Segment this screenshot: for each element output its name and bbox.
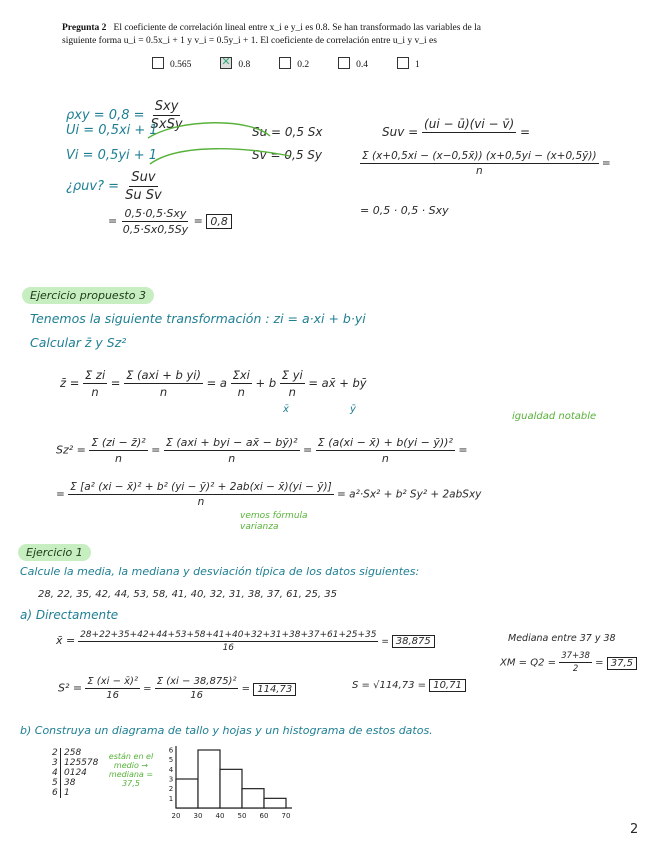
stem-row [52, 778, 98, 788]
exercise3-line-1: Tenemos la siguiente transformación : zi = a·xi + b·yi [30, 311, 366, 326]
stem-value: 3 [52, 758, 61, 768]
option-label: 0.8 [238, 60, 251, 70]
stem-leaf-note: están en el medio → mediana = 37,5 [108, 752, 154, 788]
stem-leaf-diagram [52, 748, 98, 798]
question-text-1: El coeficiente de correlación lineal entre x_i e y_i es 0.8. Se han transformado las variables de la [113, 23, 481, 33]
leaf-values: 125578 [64, 758, 99, 768]
rho-xy: ρxy = 0,8 = [66, 108, 145, 123]
mean-result: 38,875 [392, 635, 435, 648]
solution-line-3: Vi = 0,5yi + 1 [66, 148, 158, 163]
option-checkbox[interactable] [397, 57, 409, 69]
connector-arcs [120, 108, 323, 188]
stem-value: 5 [52, 778, 61, 788]
option-2[interactable] [279, 57, 309, 70]
suv-result: = 0,5 · 0,5 · Sxy [360, 204, 449, 217]
stem-row [52, 758, 98, 768]
x-tick-label: 20 [171, 812, 181, 820]
question-title: Pregunta 2 [62, 23, 107, 33]
median-result: 37,5 [607, 657, 637, 670]
y-tick-label: 2 [168, 785, 174, 794]
exercise1-mean: x̄ = $\frac{28+22+35+42+44+53+58+41+40+32+31+38+37+61+25+35}{16}$ = 38,875 [56, 630, 435, 653]
exercise3-variance-derivation: Sz² = $\frac{\text{Σ (zi − z̄)²}}{n}$ = $\frac{\text{Σ (axi + byi − ax̄ − bȳ)²}}{n}$ = $\frac{\text{Σ (a(xi − x̄) + b(yi − ȳ))²}}{n}$ = [56, 436, 468, 465]
option-4[interactable] [397, 57, 420, 70]
exercise1-part-a: a) Directamente [20, 608, 119, 622]
stem-value: 4 [52, 768, 61, 778]
option-checkbox[interactable] [220, 57, 232, 69]
exercise1-variance: S² = $\frac{\text{Σ (xi − x̄)²}}{16}$ = $\frac{\text{Σ (xi − 38,875)²}}{16}$ = 114,73 [58, 676, 296, 701]
histogram-bar [176, 779, 198, 808]
exercise1-heading: Ejercicio 1 [18, 541, 91, 560]
median-note: Mediana entre 37 y 38 [508, 633, 616, 644]
stem-value: 2 [52, 748, 61, 758]
variance-result: 114,73 [253, 683, 296, 696]
solution-line-4: ¿ρuv? = $\frac{\text{Suv}}{\text{Su Sv}}$ [66, 170, 162, 203]
exercise1-data: 28, 22, 35, 42, 44, 53, 58, 41, 40, 32, 31, 38, 37, 61, 25, 35 [38, 589, 337, 600]
option-1[interactable] [220, 57, 250, 70]
leaf-values: 258 [64, 748, 82, 758]
question-line-1 [62, 23, 481, 33]
option-checkbox[interactable] [338, 57, 350, 69]
option-label: 0.4 [356, 60, 368, 70]
exercise3-line-2: Calcular z̄ y Sz² [30, 335, 127, 350]
exercise3-mean-derivation: z̄ = $\frac{\text{Σ zi}}{n}$ = $\frac{\text{Σ (axi + b yi)}}{n}$ = a $\frac{\text{Σxi}}{n}$ + b $\frac{\text{Σ yi}}{n}$ = ax̄ + bȳ [60, 368, 367, 399]
note-formula-varianza: vemos fórmula varianza [240, 511, 308, 532]
y-tick-label: 3 [168, 775, 174, 784]
options-row [152, 57, 420, 70]
mean-under-y: ȳ [350, 404, 356, 415]
x-tick-label: 30 [193, 812, 203, 820]
histogram-bar [198, 750, 220, 808]
y-tick-label: 5 [168, 756, 174, 765]
y-tick-label: 6 [168, 746, 174, 755]
su-line: Su = 0,5 Sx [252, 125, 323, 139]
x-tick-label: 40 [215, 812, 225, 820]
rho-uv-fraction: $\frac{\text{Suv}}{\text{Su Sv}}$ [125, 170, 162, 203]
question-text-2: siguiente forma u_i = 0.5x_i + 1 y v_i = 0.5y_i + 1. El coeficiente de correlación entre u_i y v_i es [62, 36, 437, 46]
solution-line-5: = $\frac{\text{0,5·0,5·Sxy}}{0,5\cdot Sx0,5Sy}$ = 0,8 [108, 207, 232, 236]
histogram-bar [220, 769, 242, 808]
exercise1-part-b: b) Construya un diagrama de tallo y hojas y un histograma de estos datos. [20, 724, 433, 737]
x-tick-label: 60 [259, 812, 269, 820]
histogram-bar [264, 798, 286, 808]
page-number: 2 [630, 822, 639, 837]
exercise1-median: XM = Q2 = $\frac{37+38}{2}$ = 37,5 [500, 651, 637, 674]
mean-under-x: x̄ [283, 404, 289, 415]
stem-row [52, 788, 98, 798]
histogram-chart [160, 742, 310, 824]
sv-line: Sv = 0,5 Sy [252, 148, 323, 162]
leaf-values: 1 [64, 788, 70, 798]
option-label: 0.565 [170, 60, 192, 70]
y-tick-label: 4 [168, 765, 174, 774]
option-0[interactable] [152, 57, 191, 70]
note-igualdad-notable: igualdad notable [512, 411, 597, 422]
solution-line-2: Ui = 0,5xi + 1 [66, 123, 158, 138]
option-checkbox[interactable] [152, 57, 164, 69]
x-tick-label: 50 [237, 812, 247, 820]
suv-expansion: $\frac{\Sigma (x+0,5xi - (x-0,5x̄)) (x+0,5yi - (x+0,5ȳ))}{n}$ = [362, 150, 611, 177]
suv-line: Suv = (ui − ū)(vi − v̄) = [382, 117, 531, 139]
option-checkbox[interactable] [279, 57, 291, 69]
option-label: 1 [415, 60, 420, 70]
y-tick-label: 1 [168, 794, 174, 803]
option-label: 0.2 [297, 60, 310, 70]
exercise1-statement: Calcule la media, la mediana y desviación típica de los datos siguientes: [20, 565, 420, 578]
rho-xy-fraction: $\frac{\text{Sxy}}{\text{SxSy}}$ [150, 99, 183, 132]
histogram-bar [242, 789, 264, 808]
option-3[interactable] [338, 57, 368, 70]
x-tick-label: 70 [281, 812, 291, 820]
exercise1-sd: S = √114,73 = 10,71 [352, 680, 466, 691]
sd-result: 10,71 [429, 679, 466, 692]
exercise3-variance-expansion: = $\frac{\text{Σ [a² (xi − x̄)² + b² (yi − ȳ)² + 2ab(xi − x̄)(yi − ȳ)]}}{n}$ = a²·Sx² + b² Sy² + 2abSxy [56, 481, 482, 508]
stem-value: 6 [52, 788, 61, 798]
leaf-values: 38 [64, 778, 76, 788]
leaf-values: 0124 [64, 768, 87, 778]
stem-row [52, 768, 98, 778]
stem-row [52, 748, 98, 758]
rho-uv-result: 0,8 [206, 214, 232, 229]
exercise3-heading: Ejercicio propuesto 3 [22, 284, 154, 303]
